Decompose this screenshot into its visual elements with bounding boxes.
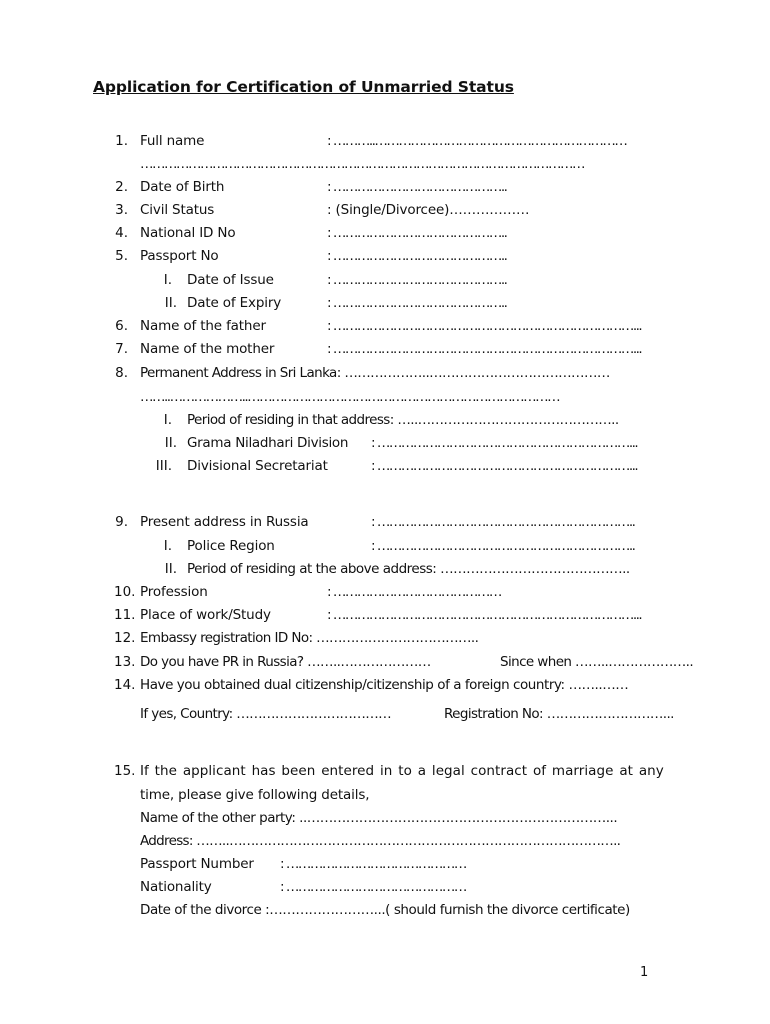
citizenship-registration-field[interactable]: Registration No: ………………………... <box>444 706 674 722</box>
civil-status-field[interactable]: : (Single/Divorcee)……………… <box>327 202 530 218</box>
place-of-work-field[interactable]: : …………………………………………………………………... <box>327 607 642 623</box>
dual-citizenship-field[interactable]: Have you obtained dual citizenship/citizenship of a foreign country: ……..…… <box>140 677 629 693</box>
permanent-address-field[interactable]: Permanent Address in Sri Lanka: ………………..…………………………………… <box>140 365 610 381</box>
citizenship-country-field[interactable]: If yes, Country: ……………………………… <box>140 706 392 722</box>
sub-item-number: I. <box>163 538 172 554</box>
profession-label: Profession <box>140 584 208 600</box>
grama-niladhari-field[interactable]: : ………………………………………………………... <box>371 435 638 451</box>
passport-no-field[interactable]: : …………………………………….. <box>327 248 507 264</box>
marriage-contract-text: If the applicant has been entered in to a legal contract of marriage at any <box>140 763 664 779</box>
father-name-field[interactable]: : …………………………………………………………………... <box>327 318 642 334</box>
marriage-contract-text-continued: time, please give following details, <box>140 787 370 803</box>
item-number: 7. <box>115 341 128 357</box>
page-number: 1 <box>640 965 649 980</box>
divisional-secretariat-field[interactable]: : ………………………………………………………... <box>371 458 638 474</box>
other-party-name-field[interactable]: Name of the other party: ..……………………………………………………………... <box>140 810 618 826</box>
pr-since-when-field[interactable]: Since when ……..……………….. <box>500 654 694 670</box>
item-number: 12. <box>114 630 136 646</box>
item-number: 15. <box>114 763 136 779</box>
sub-item-number: I. <box>163 412 172 428</box>
document-title: Application for Certification of Unmarried Status <box>93 78 514 96</box>
item-number: 8. <box>115 365 128 381</box>
sub-item-number: III. <box>155 458 172 474</box>
item-number: 4. <box>115 225 128 241</box>
sub-item-number: II. <box>164 295 177 311</box>
place-of-work-label: Place of work/Study <box>140 607 271 623</box>
full-name-field-continued[interactable]: ………………………………………………………………………………………………… <box>140 156 584 172</box>
passport-number-label: Passport Number <box>140 856 254 872</box>
item-number: 3. <box>115 202 128 218</box>
profession-field[interactable]: : …………………………………… <box>327 584 501 600</box>
sub-item-number: II. <box>164 435 177 451</box>
item-number: 13. <box>114 654 136 670</box>
embassy-registration-field[interactable]: Embassy registration ID No: ……………………………….. <box>140 630 479 646</box>
present-address-label: Present address in Russia <box>140 514 309 530</box>
police-region-label: Police Region <box>187 538 275 554</box>
item-number: 5. <box>115 248 128 264</box>
permanent-address-field-continued[interactable]: ……..………………..…………………………………………………………………… <box>140 389 560 405</box>
full-name-label: Full name <box>140 133 205 149</box>
date-of-expiry-field[interactable]: : …………………………………….. <box>327 295 507 311</box>
residing-period-field[interactable]: Period of residing in that address: …..……………………………………….. <box>187 412 619 428</box>
item-number: 1. <box>115 133 128 149</box>
item-number: 10. <box>114 584 136 600</box>
date-of-issue-label: Date of Issue <box>187 272 274 288</box>
mother-name-label: Name of the mother <box>140 341 275 357</box>
police-region-field[interactable]: : ……………………………………………………….. <box>371 538 635 554</box>
pr-in-russia-field[interactable]: Do you have PR in Russia? ……..………………… <box>140 654 431 670</box>
passport-no-label: Passport No <box>140 248 219 264</box>
full-name-field[interactable]: : ………..……………………………………………………… <box>327 133 627 149</box>
item-number: 2. <box>115 179 128 195</box>
item-number: 11. <box>114 607 136 623</box>
date-of-birth-label: Date of Birth <box>140 179 225 195</box>
passport-number-field[interactable]: : ……………………………………… <box>280 856 466 872</box>
grama-niladhari-label: Grama Niladhari Division <box>187 435 349 451</box>
russia-residing-period-field[interactable]: Period of residing at the above address: …………………………………….. <box>187 561 630 577</box>
nationality-field[interactable]: : ……………………………………… <box>280 879 466 895</box>
date-of-birth-field[interactable]: : …………………………………….. <box>327 179 507 195</box>
mother-name-field[interactable]: : …………………………………………………………………... <box>327 341 642 357</box>
item-number: 9. <box>115 514 128 530</box>
sub-item-number: I. <box>163 272 172 288</box>
divisional-secretariat-label: Divisional Secretariat <box>187 458 328 474</box>
item-number: 14. <box>114 677 136 693</box>
national-id-label: National ID No <box>140 225 236 241</box>
national-id-field[interactable]: : …………………………………….. <box>327 225 507 241</box>
civil-status-label: Civil Status <box>140 202 215 218</box>
item-number: 6. <box>115 318 128 334</box>
other-party-address-field[interactable]: Address: ……..……………………………………………………………………………….. <box>140 833 621 849</box>
father-name-label: Name of the father <box>140 318 266 334</box>
nationality-label: Nationality <box>140 879 212 895</box>
sub-item-number: II. <box>164 561 177 577</box>
date-of-issue-field[interactable]: : …………………………………….. <box>327 272 507 288</box>
divorce-date-field[interactable]: Date of the divorce :……………………...( should furnish the divorce certificate) <box>140 902 630 918</box>
present-address-field[interactable]: : ……………………………………………………….. <box>371 514 635 530</box>
date-of-expiry-label: Date of Expiry <box>187 295 282 311</box>
